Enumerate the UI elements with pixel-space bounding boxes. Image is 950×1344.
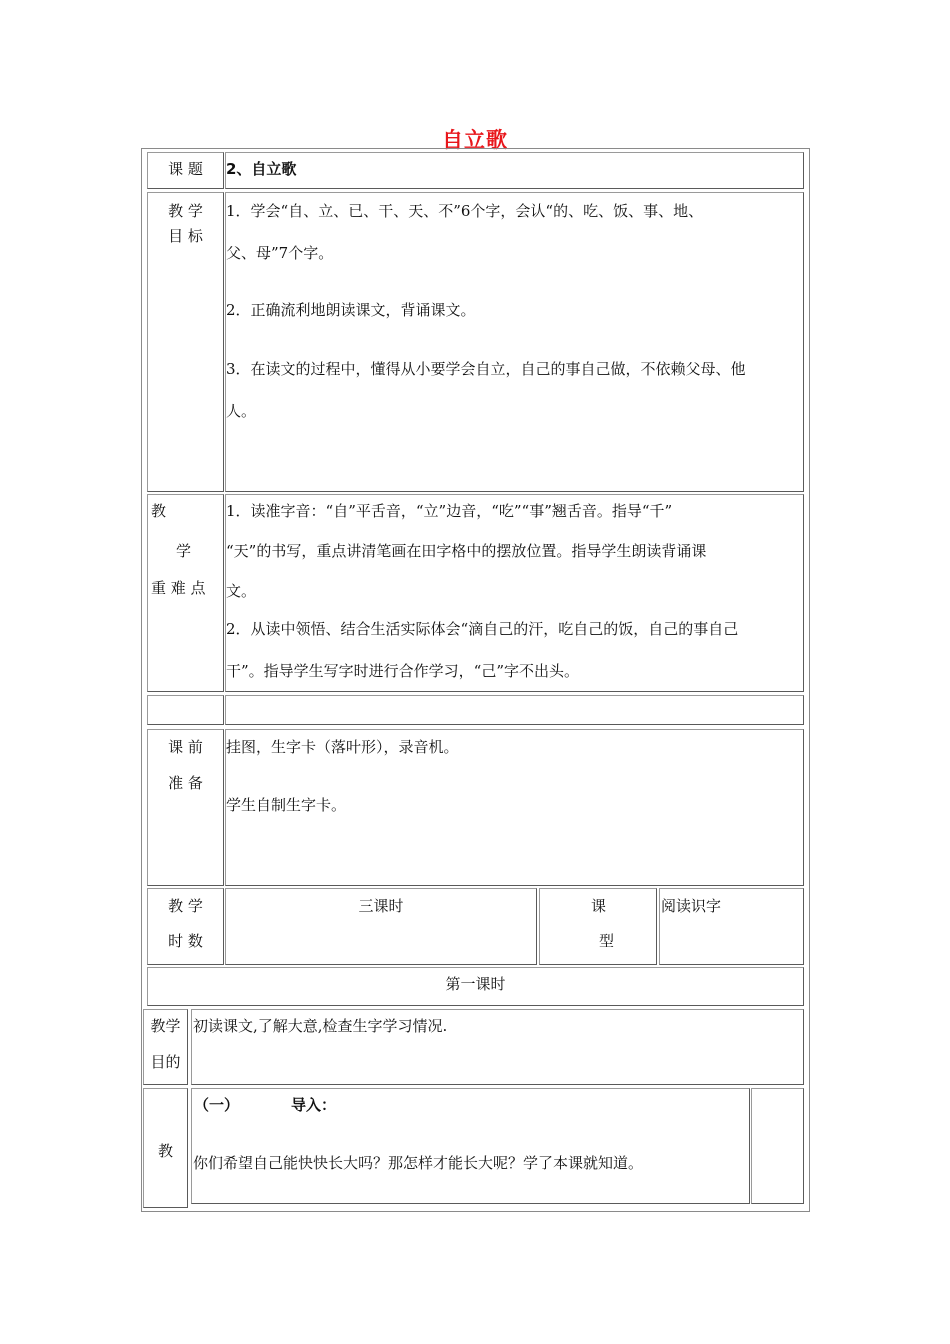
hours-label-line-2: 时 数 xyxy=(168,932,203,950)
intro-text: 你们希望自己能快快长大吗？那怎样才能长大呢？学了本课就知道。 xyxy=(193,1154,644,1172)
blank-content-cell xyxy=(225,695,804,725)
key-label-line-3: 重 难 点 xyxy=(151,579,206,597)
prep-line-2: 学生自制生字卡。 xyxy=(226,796,347,814)
intro-heading: 导入： xyxy=(291,1096,337,1114)
teach-content-cell xyxy=(191,1088,750,1204)
page-title: 自立歌 xyxy=(442,128,508,152)
type-label-line-1: 课 xyxy=(591,897,607,915)
hours-value: 三课时 xyxy=(358,897,404,915)
goals-label-line-2: 目 标 xyxy=(168,227,203,245)
hours-label-line-1: 教 学 xyxy=(168,897,203,915)
aim-content: 初读课文,了解大意,检查生字学习情况. xyxy=(193,1017,448,1035)
teach-side-cell xyxy=(751,1088,804,1204)
prep-line-1: 挂图，生字卡（落叶形），录音机。 xyxy=(226,738,459,756)
key-point-line-3: 文。 xyxy=(226,582,257,600)
topic-value: 2、自立歌 xyxy=(226,160,297,178)
goal-1-line-1: 1．学会“自、立、已、干、天、不”6个字，会认“的、吃、饭、事、地、 xyxy=(226,202,704,220)
type-label-line-2: 型 xyxy=(599,932,615,950)
aim-label-line-2: 目的 xyxy=(150,1053,181,1071)
goal-3-line-2: 人。 xyxy=(226,402,257,420)
key-point-line-1: 1．读准字音：“自”平舌音，“立”边音，“吃”“事”翘舌音。指导“千” xyxy=(226,502,673,520)
intro-number: （一） xyxy=(194,1096,240,1114)
key-label-line-2: 学 xyxy=(176,542,192,560)
type-value: 阅读识字 xyxy=(661,897,722,915)
key-label-line-1: 教 xyxy=(151,502,167,520)
teach-label: 教 xyxy=(157,1142,173,1160)
prep-label-line-2: 准 备 xyxy=(168,774,203,792)
blank-label-cell xyxy=(147,695,224,725)
goals-content-cell xyxy=(225,192,804,492)
key-point-line-4: 2．从读中领悟、结合生活实际体会“滴自己的汗，吃自己的饭，自己的事自己 xyxy=(226,620,739,638)
topic-label: 课 题 xyxy=(168,160,203,178)
topic-value-cell xyxy=(225,152,804,189)
prep-label-line-1: 课 前 xyxy=(168,738,203,756)
goal-3-line-1: 3．在读文的过程中，懂得从小要学会自立，自己的事自己做，不依赖父母、他 xyxy=(226,360,746,378)
session-title: 第一课时 xyxy=(445,975,506,993)
aim-label-line-1: 教学 xyxy=(150,1017,181,1035)
key-point-line-5: 干”。指导学生写字时进行合作学习，“己”字不出头。 xyxy=(226,662,580,680)
goal-1-line-2: 父、母”7个字。 xyxy=(226,244,334,262)
goal-2: 2．正确流利地朗读课文，背诵课文。 xyxy=(226,301,476,319)
key-point-line-2: “天”的书写，重点讲清笔画在田字格中的摆放位置。指导学生朗读背诵课 xyxy=(226,542,707,560)
goals-label-line-1: 教 学 xyxy=(168,202,203,220)
